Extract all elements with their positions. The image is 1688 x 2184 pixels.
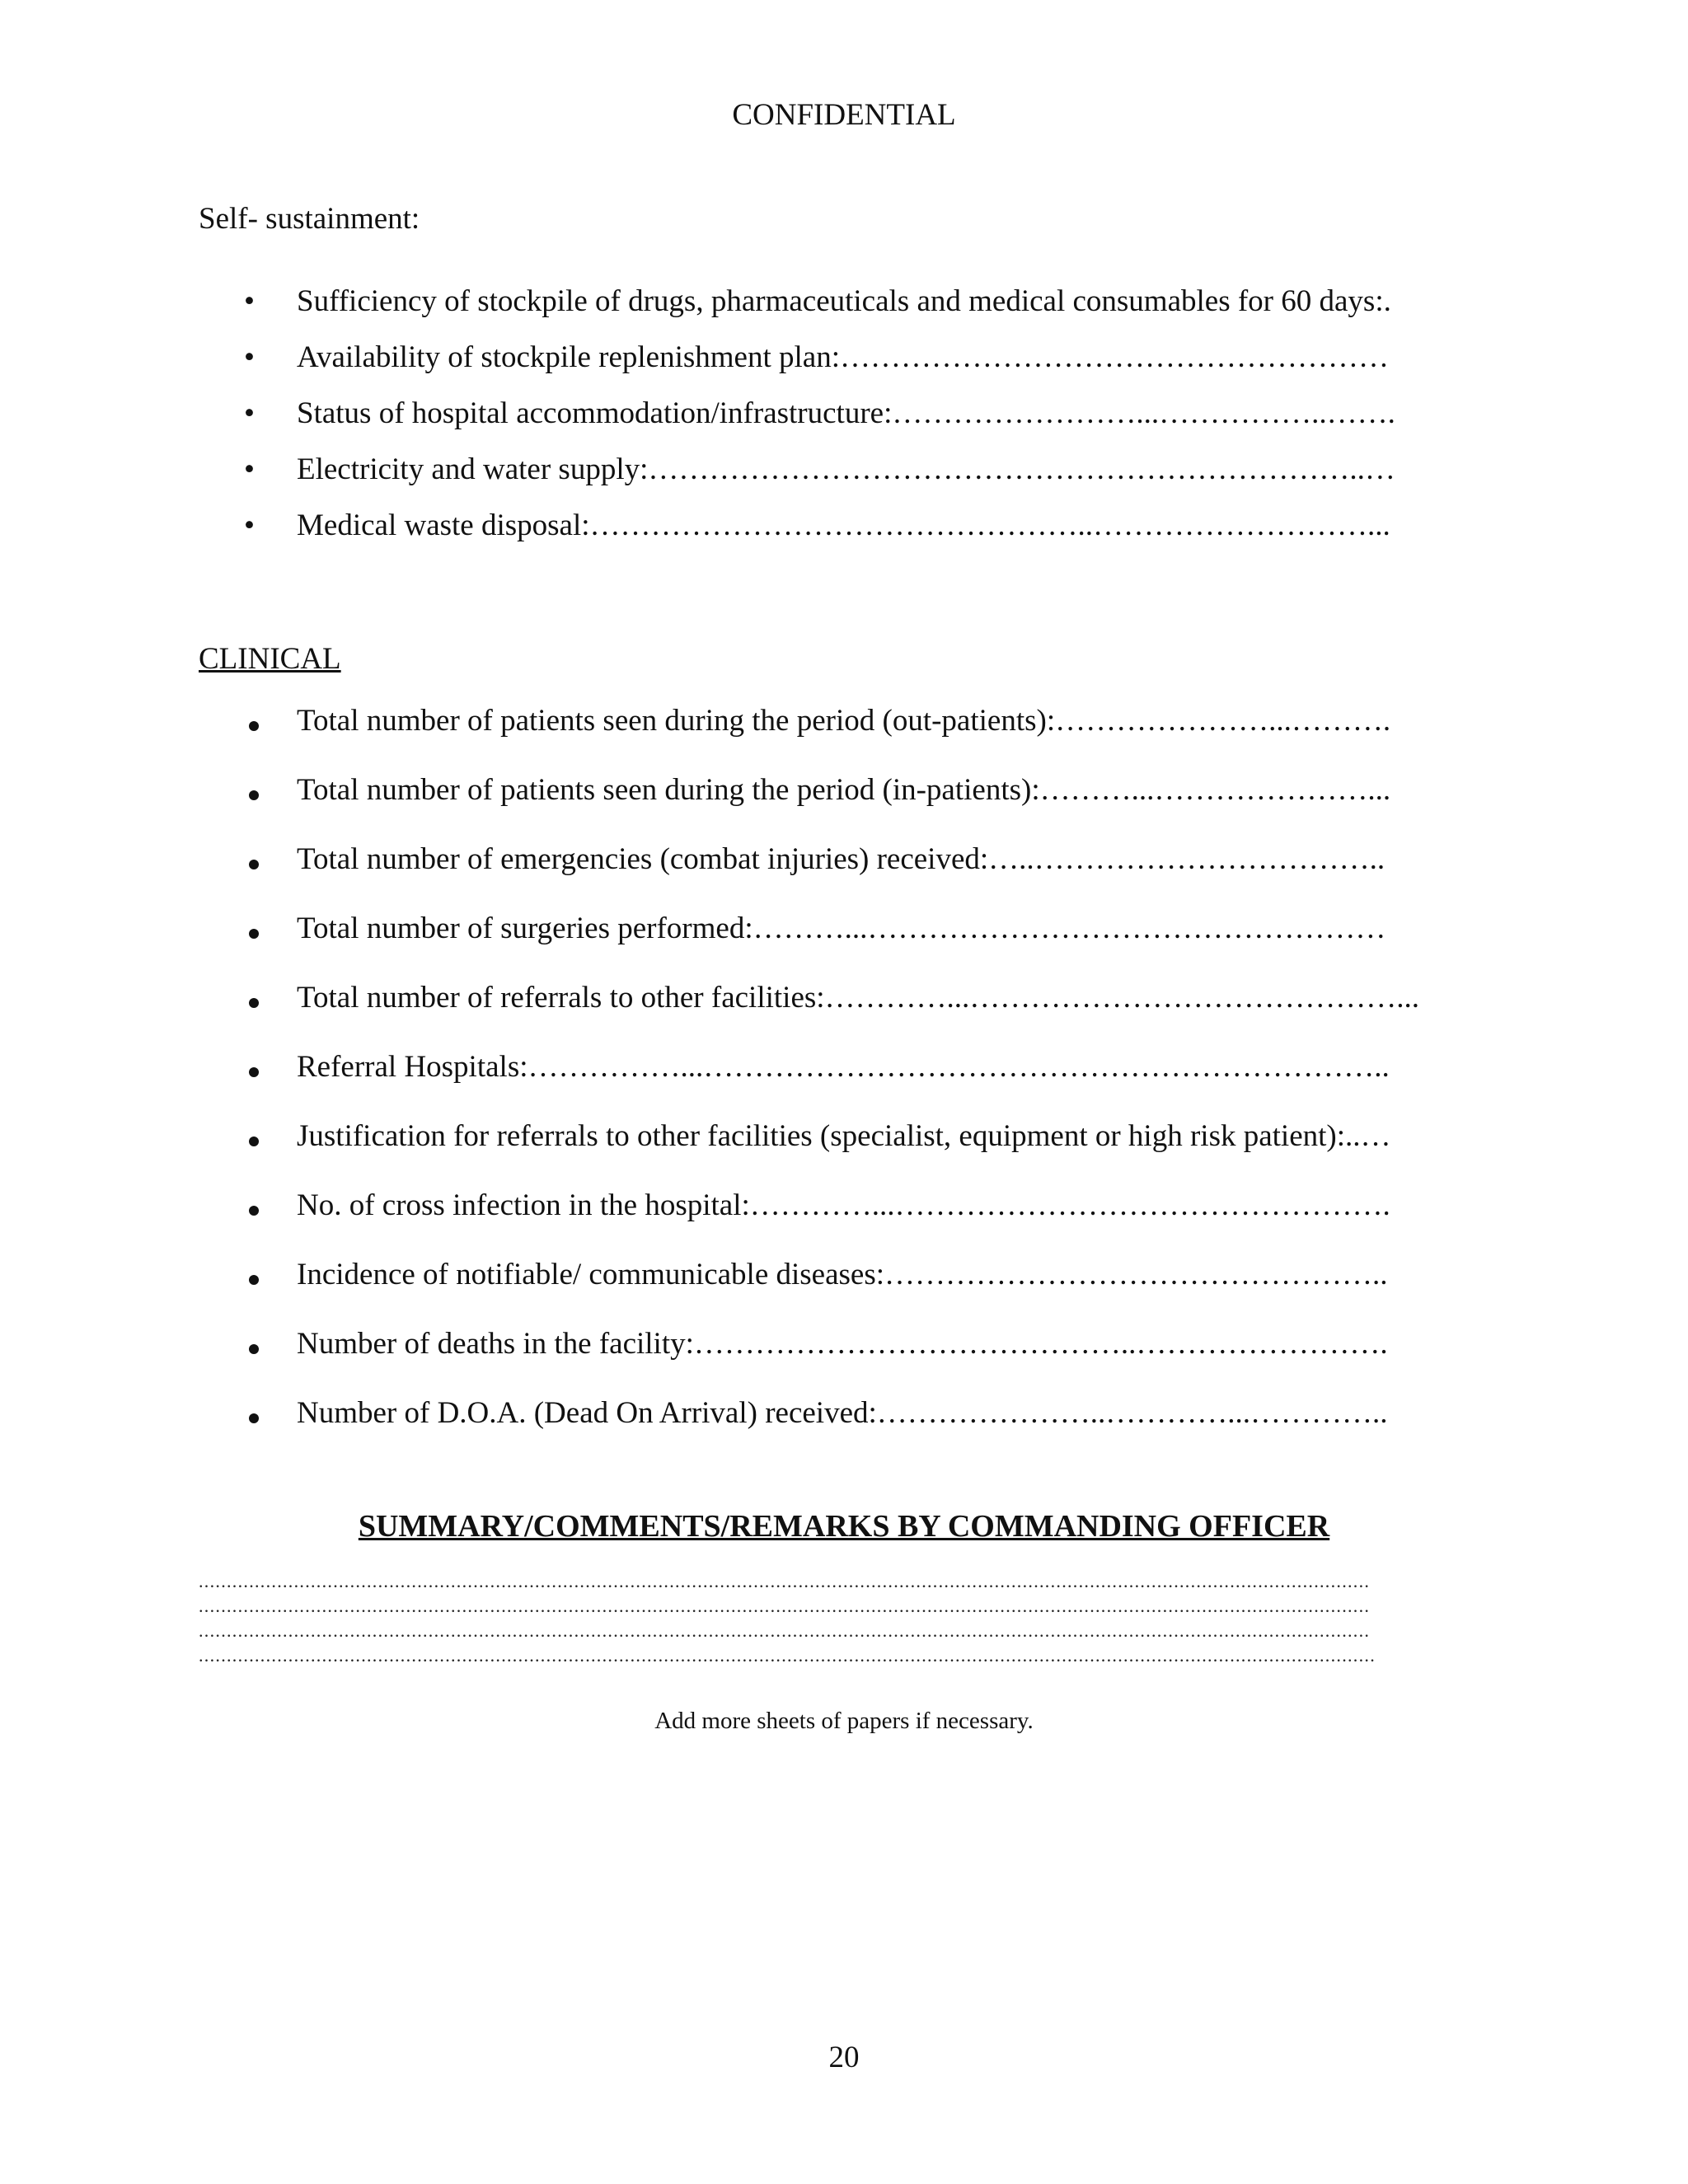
bullet-icon xyxy=(249,1275,259,1285)
list-item-label: Total number of patients seen during the period (in-patients):………...…………………... xyxy=(297,773,1391,807)
bullet-icon xyxy=(249,721,259,731)
list-item-label: Total number of referrals to other facilities:…………...……………………………………... xyxy=(297,981,1420,1015)
list-item-label: Total number of patients seen during the period (out-patients):…………………...………. xyxy=(297,704,1391,738)
list-item-label: Electricity and water supply:……………………………………………………………..… xyxy=(297,452,1395,486)
summary-heading: SUMMARY/COMMENTS/REMARKS BY COMMANDING OFFICER xyxy=(358,1509,1330,1544)
list-item-label: Incidence of notifiable/ communicable diseases:………………………………………….. xyxy=(297,1258,1388,1291)
list-item-label: Total number of surgeries performed:………...…………………………………………… xyxy=(297,912,1386,945)
bullet-icon xyxy=(249,790,259,800)
list-item-label: Referral Hospitals:……………...………………………………………………………….. xyxy=(297,1050,1390,1084)
bullet-icon xyxy=(249,1137,259,1146)
dotted-line: ................................................................................................................................................................................................................. xyxy=(199,1596,1371,1616)
bullet-icon: • xyxy=(244,396,255,430)
bullet-icon xyxy=(249,1413,259,1423)
bullet-icon xyxy=(249,1206,259,1216)
bullet-icon: • xyxy=(244,284,255,318)
dotted-line: ................................................................................................................................................................................................................. xyxy=(199,1620,1371,1641)
bullet-icon xyxy=(249,929,259,939)
list-item-label: Number of D.O.A. (Dead On Arrival) received:…………………..…………...………….. xyxy=(297,1396,1388,1430)
list-item-label: Justification for referrals to other facilities (specialist, equipment or high risk patient):..… xyxy=(297,1119,1391,1153)
list-item-label: Status of hospital accommodation/infrastructure:……………………...……………..……. xyxy=(297,396,1395,430)
bullet-icon xyxy=(249,1067,259,1077)
clinical-section-title: CLINICAL xyxy=(199,642,341,676)
document-header: CONFIDENTIAL xyxy=(732,98,956,132)
additional-sheets-note: Add more sheets of papers if necessary. xyxy=(654,1708,1034,1734)
bullet-icon: • xyxy=(244,452,255,486)
bullet-icon: • xyxy=(244,340,255,374)
list-item-label: No. of cross infection in the hospital:…………...…………………………………………. xyxy=(297,1188,1390,1222)
list-item-label: Medical waste disposal:…………………………………………..………………………... xyxy=(297,509,1390,542)
list-item-label: Availability of stockpile replenishment plan:……………………………………………… xyxy=(297,340,1389,374)
list-item-label: Number of deaths in the facility:……………………………………..……………………. xyxy=(297,1327,1388,1361)
list-item-label: Sufficiency of stockpile of drugs, pharmaceuticals and medical consumables for 60 days:. xyxy=(297,284,1391,318)
bullet-icon xyxy=(249,998,259,1008)
bullet-icon xyxy=(249,1344,259,1354)
dotted-line: .................................................................................................................................................................................................................. xyxy=(199,1645,1376,1666)
page-number: 20 xyxy=(828,2041,860,2074)
dotted-line: ................................................................................................................................................................................................................. xyxy=(199,1571,1371,1591)
bullet-icon xyxy=(249,860,259,869)
self-sustainment-title: Self- sustainment: xyxy=(199,202,420,236)
bullet-icon: • xyxy=(244,509,255,542)
list-item-label: Total number of emergencies (combat injuries) received:…..…………………………….. xyxy=(297,842,1386,876)
